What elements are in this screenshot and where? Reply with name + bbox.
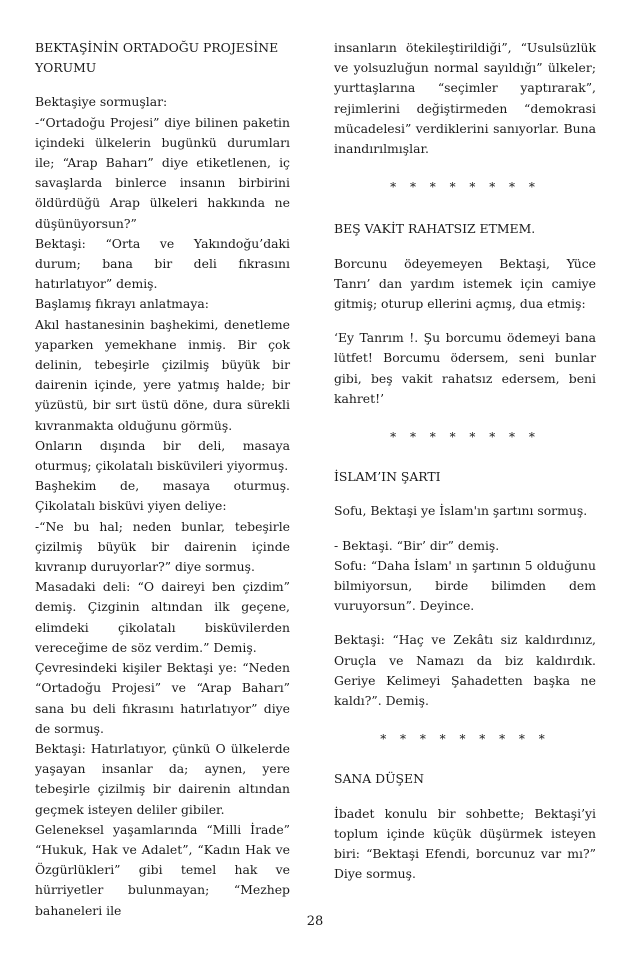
section-title-sana-dusen: SANA DÜŞEN	[334, 771, 424, 787]
right-column	[334, 38, 596, 885]
paragraph: - Bektaşi. “Bir’ dir” demiş.	[334, 537, 500, 553]
paragraph: Bektaşi: “Orta ve Yakındoğu’daki durum; bana bir deli fıkrasını hatırlatıyor” demiş.	[35, 235, 290, 292]
paragraph: Borcunu ödeyemeyen Bektaşi, Yüce Tanrı’ dan yardım istemek için camiye gitmiş; oturup ellerini açmış, dua etmiş:	[334, 255, 596, 312]
paragraph: Bektaşi: Hatırlatıyor, çünkü O ülkelerde yaşayan insanlar da; aynen, yere tebeşirle çizilmiş bir dairenin altından geçmek isteyen deliler gibiler.	[35, 740, 290, 817]
paragraph: Akıl hastanesinin başhekimi, denetleme yaparken yemekhane inmiş. Bir çok delinin, tebeşirle çizilmiş büyük bir dairenin içinde, yere yatmış halde; bir yüzüstü, bir sırt üstü döne, dura sürekli kıvranmakta olduğunu görmüş.	[35, 316, 290, 433]
section-title-bes-vakit: BEŞ VAKİT RAHATSIZ ETMEM.	[334, 221, 536, 237]
section-title-ortadogu: BEKTAŞİNİN ORTADOĞU PROJESİNE YORUMU	[35, 40, 279, 76]
paragraph: Sofu: “Daha İslam' ın şartının 5 olduğunu bilmiyorsun, birde bilimden dem vuruyorsun”. Deyince.	[334, 557, 596, 614]
section-title-islamin-sarti: İSLAM’IN ŞARTI	[334, 469, 441, 485]
section-separator: * * * * * * * *	[390, 180, 540, 195]
paragraph: Başhekim de, masaya oturmuş. Çikolatalı bisküvi yiyen deliye:	[35, 478, 290, 514]
paragraph: ‘Ey Tanrım !. Şu borcumu ödemeyi bana lütfet! Borcumu ödersem, seni bunlar gibi, beş vakit rahatsız edersem, beni kahret!’	[334, 330, 596, 406]
paragraph: Başlamış fıkrayı anlatmaya:	[35, 296, 209, 312]
paragraph: Geleneksel yaşamlarında “Milli İrade” “Hukuk, Hak ve Adalet”, “Kadın Hak ve Özgürlükleri” gibi temel hak ve hürriyetler bulunmayan; “Mezhep bahaneleri ile	[35, 821, 290, 918]
section-separator: * * * * * * * *	[390, 430, 540, 445]
left-column	[35, 38, 290, 921]
paragraph: Çevresindeki kişiler Bektaşi ye: “Neden “Ortadoğu Projesi” ve “Arap Baharı” sana bu deli fıkrasını hatırlatıyor” diye de sormuş.	[35, 660, 290, 736]
paragraph: -“Ortadoğu Projesi” diye bilinen paketin içindeki ülkelerin bugünkü durumları ile; “Arap Baharı” diye etiketlenen, iç savaşlarda binlerce insanın birbirini öldürdüğü Arap ülkeleri hakkında ne düşünüyorsun?”	[35, 114, 290, 231]
paragraph: -“Ne bu hal; neden bunlar, tebeşirle çizilmiş büyük bir dairenin içinde kıvranıp duruyorlar?” diye sormuş.	[35, 518, 290, 575]
paragraph: İbadet konulu bir sohbette; Bektaşi’yi toplum içinde küçük düşürmek isteyen biri: “Bektaşi Efendi, borcunuz var mı?” Diye sormuş.	[334, 805, 596, 882]
paragraph: Bektaşiye sormuşlar:	[35, 94, 168, 110]
section-separator: * * * * * * * * *	[380, 732, 550, 747]
paragraph: Masadaki deli: “O daireyi ben çizdim” demiş. Çizginin altından ilk geçene, elimdeki çikolatalı bisküvilerden vereceğime de söz verdim.” Demiş.	[35, 579, 290, 655]
paragraph: Bektaşi: “Haç ve Zekâtı siz kaldırdınız, Oruçla ve Namazı da biz kaldırdık. Geriye Kelimeyi Şahadetten başka ne kaldı?”. Demiş.	[334, 632, 596, 709]
paragraph: Onların dışında bir deli, masaya oturmuş; çikolatalı bisküvileri yiyormuş.	[35, 437, 290, 474]
paragraph: Sofu, Bektaşi ye İslam'ın şartını sormuş.	[334, 503, 588, 519]
paragraph-continuation: insanların ötekileştirildiği”, “Usulsüzlük ve yolsuzluğun normal sayıldığı” ülkeler; yurttaşlarına “seçimler yaptırarak”, rejimlerini değiştirmeden “demokrasi mücadelesi” verdiklerini sanıyorlar. Buna inandırılmışlar.	[334, 40, 596, 157]
page-number: 28	[306, 914, 324, 929]
